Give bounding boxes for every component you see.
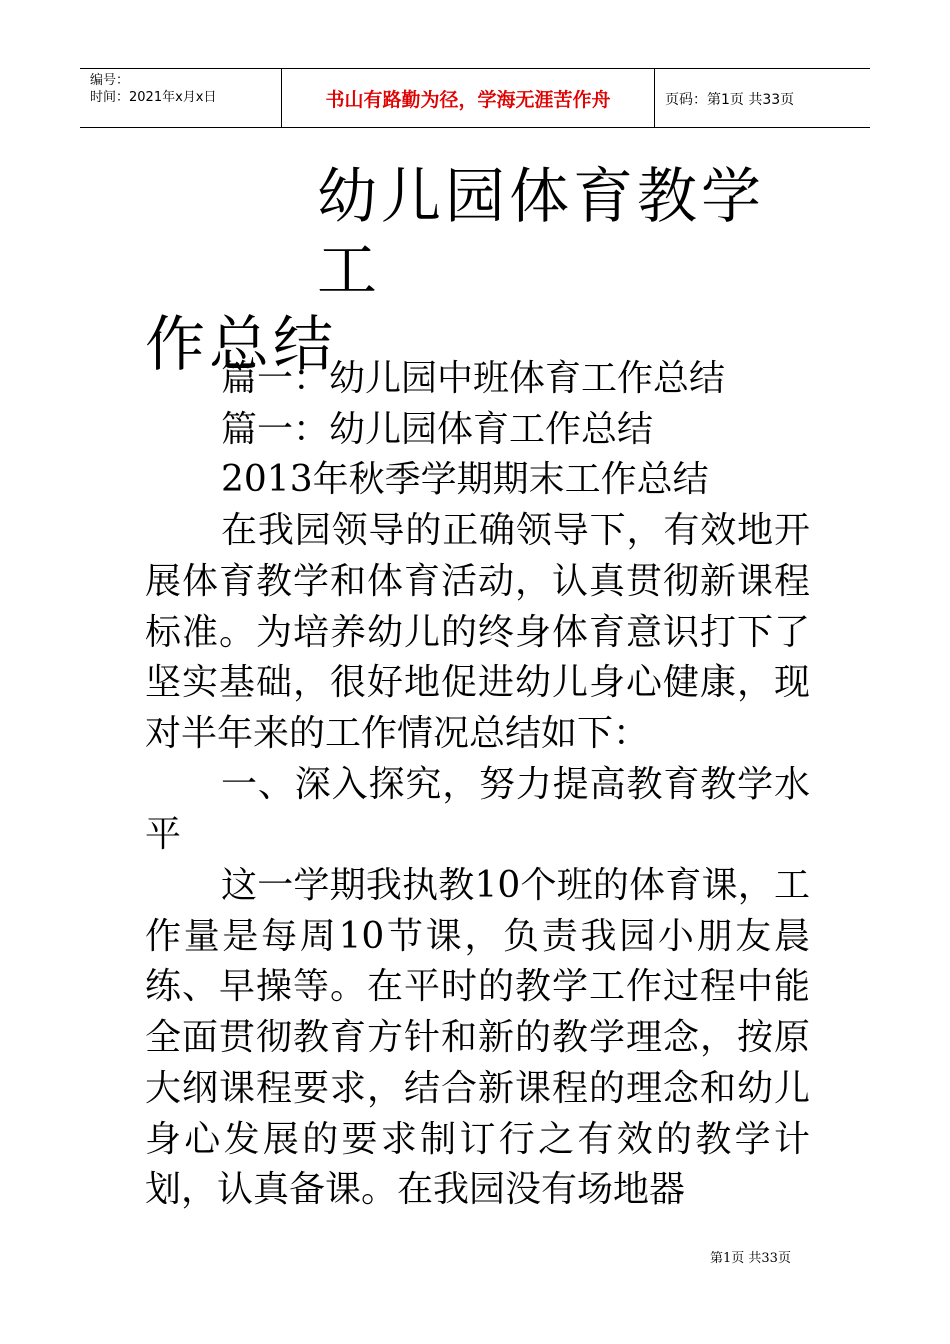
paragraph: 一、深入探究，努力提高教育教学水平 — [145, 763, 810, 856]
paragraph: 篇一：幼儿园中班体育工作总结 — [221, 358, 726, 399]
title-line-2: 作总结 — [145, 310, 337, 380]
page-footer: 第1页 共33页 — [710, 1251, 791, 1266]
time-label: 时间：2021年x月x日 — [90, 90, 217, 105]
title-line-1: 幼儿园体育教学工 — [317, 162, 765, 306]
paragraph: 2013年秋季学期期末工作总结 — [221, 459, 709, 501]
paragraph: 这一学期我执教10个班的体育课，工作量是每周10节课，负责我园小朋友晨练、早操等。在平时的教学工作过程中能全面贯彻教育方针和新的教学理念，按原大纲课程要求，结合新课程的理念和幼儿身心发展的要求制订行之有效的教学计划，认真备课。在我园没有场地器 — [145, 865, 810, 1211]
header-motto: 书山有路勤为径，学海无涯苦作舟 — [282, 69, 655, 128]
header-page-info: 页码：第1页 共33页 — [665, 91, 795, 108]
document-title — [145, 160, 810, 382]
header-meta — [80, 69, 282, 128]
paragraph: 篇一：幼儿园体育工作总结 — [221, 408, 654, 450]
document-body — [145, 354, 810, 1216]
document-header — [80, 68, 870, 128]
number-label: 编号： — [90, 73, 130, 88]
paragraph: 在我园领导的正确领导下，有效地开展体育教学和体育活动，认真贯彻新课程标准。为培养幼儿的终身体育意识打下了坚实基础，很好地促进幼儿身心健康，现对半年来的工作情况总结如下： — [145, 510, 810, 754]
